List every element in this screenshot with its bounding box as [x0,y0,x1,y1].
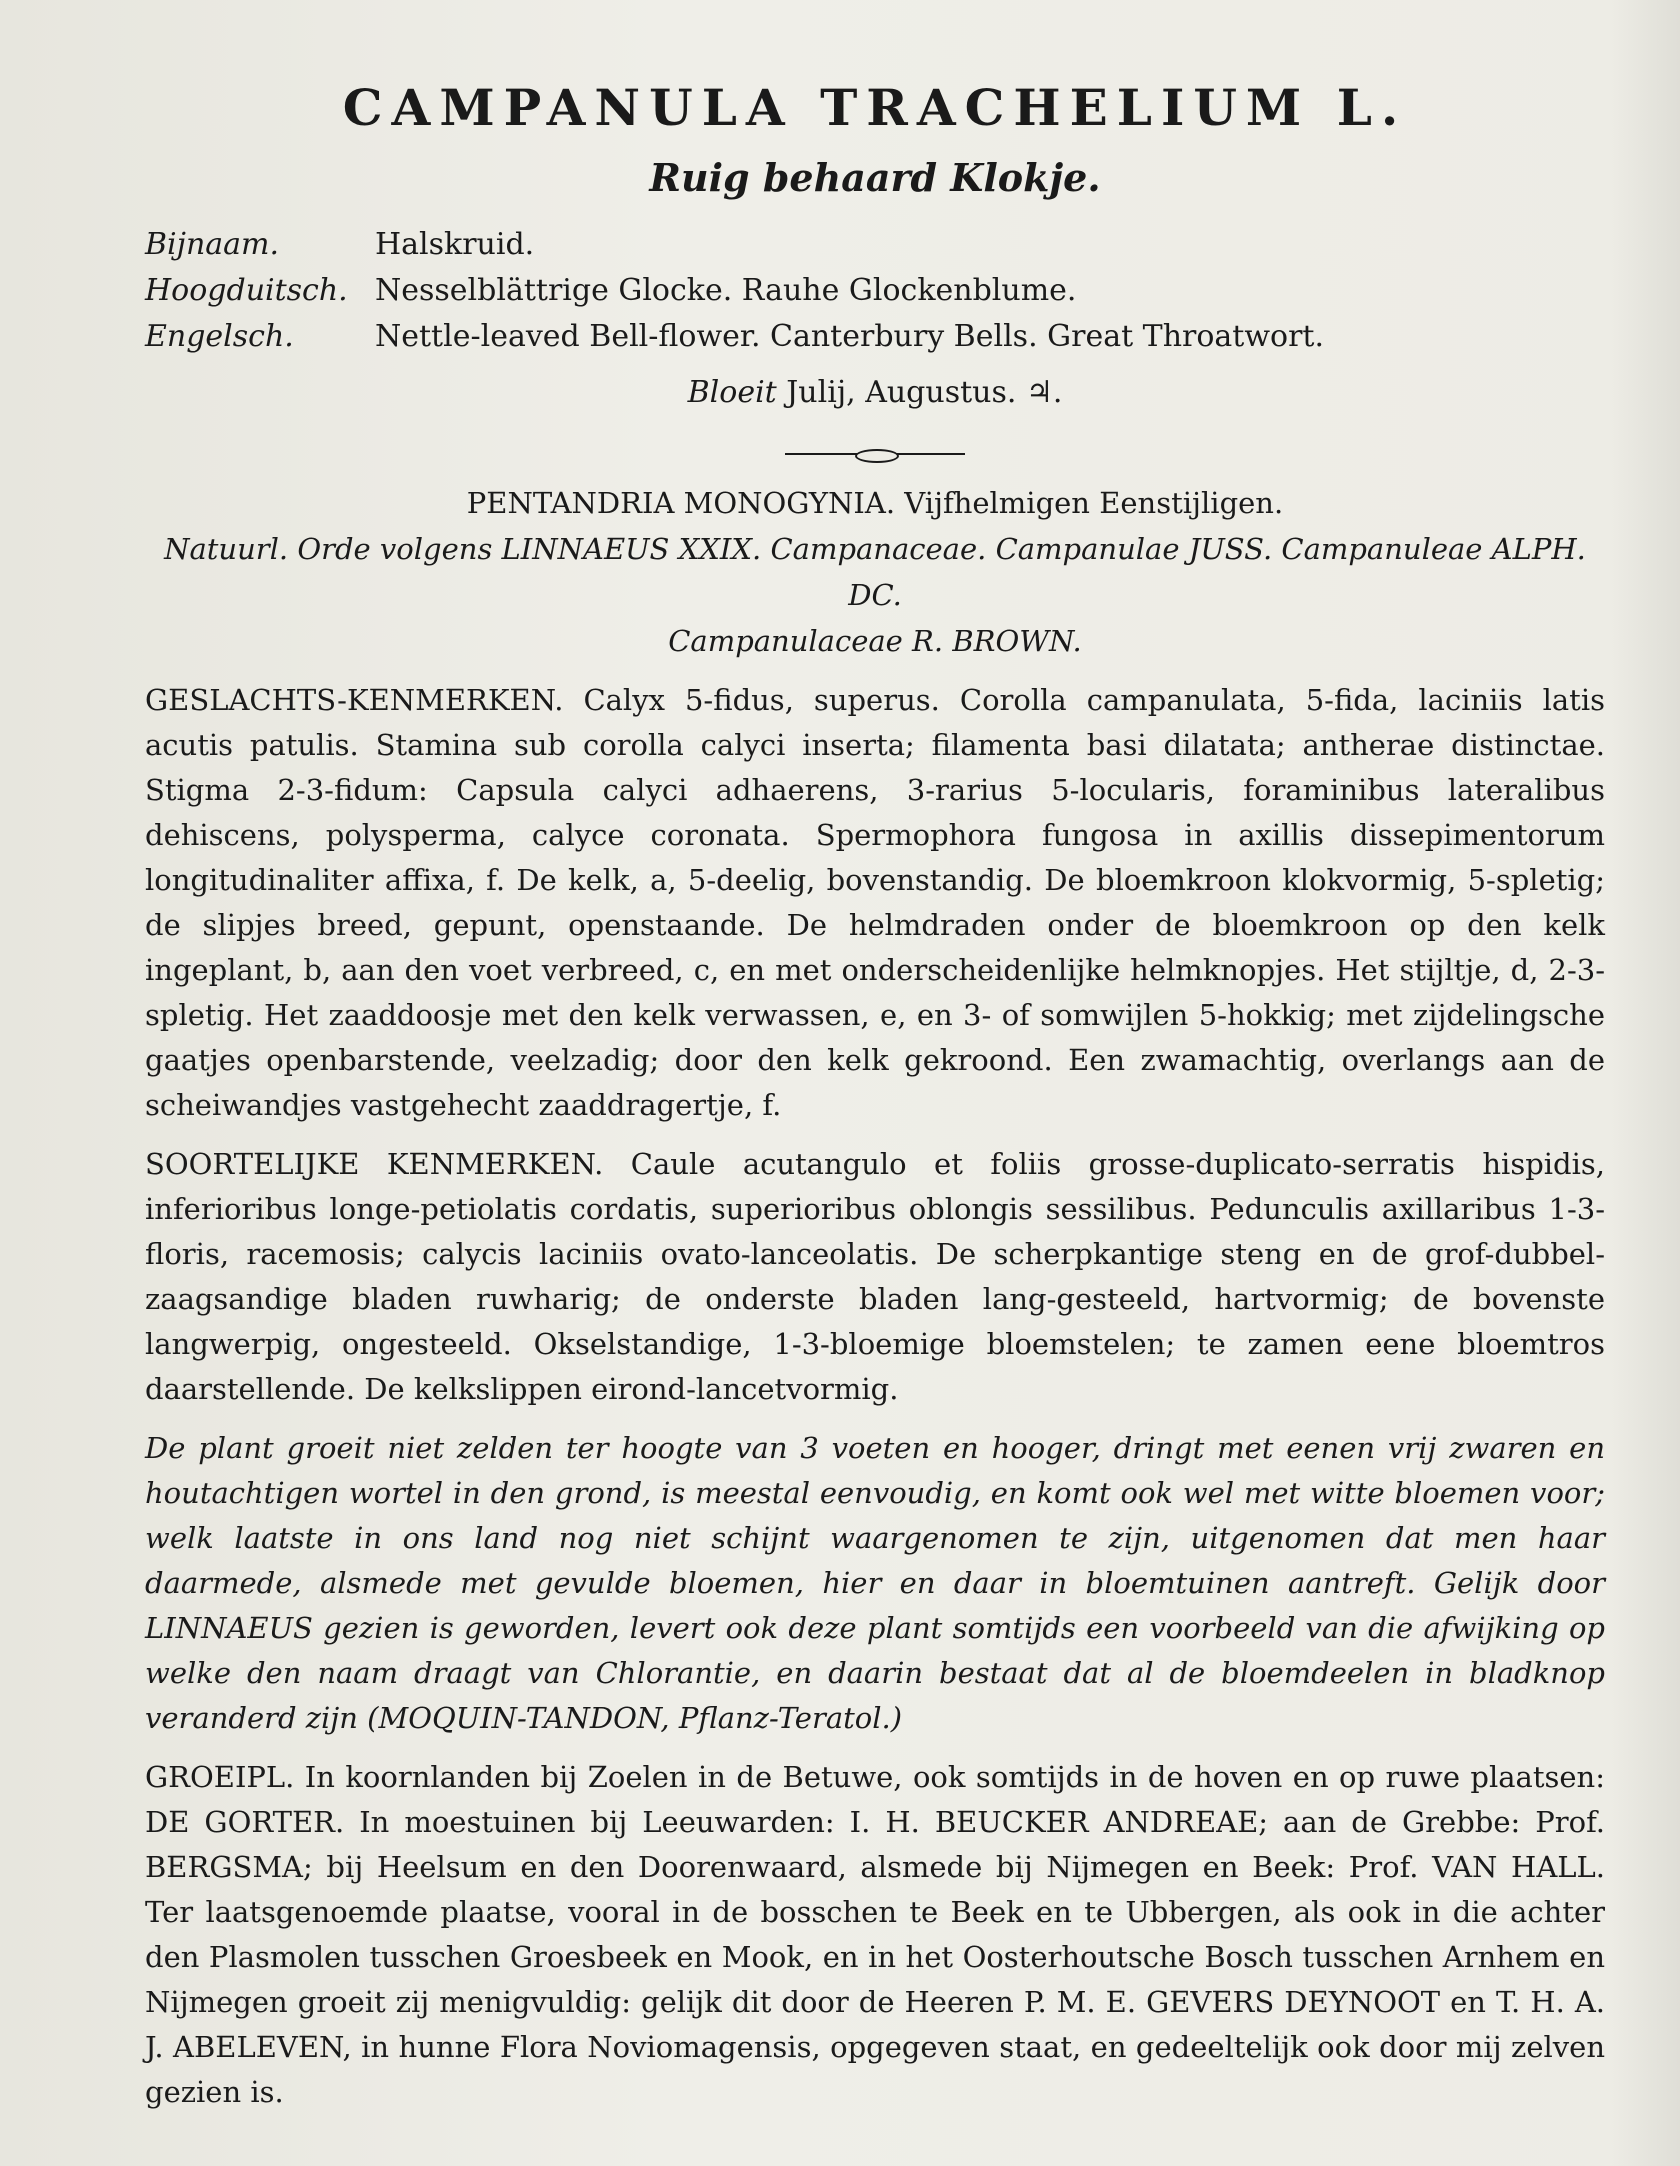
plant-description: De plant groeit niet zelden ter hoogte van 3 voeten en hooger, dringt met eenen vrij zwaren en houtachtigen wortel in den grond, is meestal eenvoudig, en komt ook wel met witte bloemen voor; welk laatste in ons land nog niet schijnt waargenomen te zijn, uitgenomen dat men haar daarmede, alsmede met gevulde bloemen, hier en daar in bloemtuinen aantreft. Gelijk door LINNAEUS gezien is geworden, levert ook deze plant somtijds een voorbeeld van die afwijking op welke den naam draagt van Chlorantie, en daarin bestaat dat al de bloemdeelen in bladknop veranderd zijn (MOQUIN-TANDON, Pflanz-Teratol.) [145,1431,1605,1735]
species-title: CAMPANULA TRACHELIUM L. [342,78,1408,137]
genus-characteristics: GESLACHTS-KENMERKEN. Calyx 5-fidus, superus. Corolla campanulata, 5-fida, laciniis latis acutis patulis. Stamina sub corolla calyci inserta; filamenta basi dilatata; antherae distinctae. Stigma 2-3-fidum: Capsula calyci adhaerens, 3-rarius 5-locularis, foraminibus lateralibus dehiscens, polysperma, calyce coronata. Spermophora fungosa in axillis dissepimentorum longitudinaliter affixa, f. De kelk, a, 5-deelig, bovenstandig. De bloemkroon klokvormig, 5-spletig; de slipjes breed, gepunt, openstaande. De helmdraden onder de bloemkroon op den kelk ingeplant, b, aan den voet verbreed, c, en met onderscheidenlijke helmknopjes. Het stijltje, d, 2-3-spletig. Het zaaddoosje met den kelk verwassen, e, en 3- of somwijlen 5-hokkig; met zijdelingsche gaatjes openbarstende, veelzadig; door den kelk gekroond. Een zwamachtig, overlangs aan de scheiwandjes vastgehecht zaaddragertje, f. [145,683,1605,1122]
name-label: Hoogduitsch. [145,273,348,308]
species-characteristics: SOORTELIJKE KENMERKEN. Caule acutangulo et foliis grosse-duplicato-serratis hispidis, inferioribus longe-petiolatis cordatis, superioribus oblongis sessilibus. Pedunculis axillaribus 1-3-floris, racemosis; calycis laciniis ovato-lanceolatis. De scherpkantige steng en de grof-dubbel-zaagsandige bladen ruwharig; de onderste bladen lang-gesteeld, hartvormig; de bovenste langwerpig, ongesteeld. Okselstandige, 1-3-bloemige bloemstelen; te zamen eene bloemtros daarstellende. De kelkslippen eirond-lancetvormig. [145,1147,1605,1406]
natural-order: Natuurl. Orde volgens LINNAEUS XXIX. Campanaceae. Campanulae JUSS. Campanuleae ALPH. DC. [164,532,1586,612]
habitat-locations: GROEIPL. In koornlanden bij Zoelen in de Betuwe, ook somtijds in de hoven en op ruwe plaatsen: DE GORTER. In moestuinen bij Leeuwarden: I. H. BEUCKER ANDREAE; aan de Grebbe: Prof. BERGSMA; bij Heelsum en den Doorenwaard, alsmede bij Nijmegen en Beek: Prof. VAN HALL. Ter laatsgenoemde plaatse, vooral in de bosschen te Beek en te Ubbergen, als ook in die achter den Plasmolen tusschen Groesbeek en Mook, en in het Oosterhoutsche Bosch tusschen Arnhem en Nijmegen groeit zij menigvuldig: gelijk dit door de Heeren P. M. E. GEVERS DEYNOOT en T. H. A. J. ABELEVEN, in hunne Flora Noviomagensis, opgegeven staat, en gedeeltelijk ook door mij zelven gezien is. [145,1760,1605,2109]
name-value: Nettle-leaved Bell-flower. Canterbury Bells. Great Throatwort. [375,319,1325,354]
name-value: Halskruid. [375,227,535,262]
flowering-label: Bloeit [687,375,777,410]
ornamental-divider [785,452,965,456]
document-body [145,70,1605,2115]
name-label: Bijnaam. [145,227,280,262]
flowering-period [145,364,1605,422]
name-label: Engelsch. [145,319,294,354]
natural-order-continued: Campanulaceae R. BROWN. [668,624,1082,658]
common-name: Ruig behaard Klokje. [649,155,1101,200]
linnaean-class: PENTANDRIA MONOGYNIA. Vijfhelmigen Eenstijligen. [466,486,1284,520]
name-value: Nesselblättrige Glocke. Rauhe Glockenblume. [375,273,1077,308]
flowering-value: Julij, Augustus. ♃. [786,375,1063,410]
name-row [145,314,1605,360]
name-row [145,222,1605,268]
page-edge-shadow [1610,0,1680,2166]
vernacular-names [145,222,1605,360]
name-row [145,268,1605,314]
